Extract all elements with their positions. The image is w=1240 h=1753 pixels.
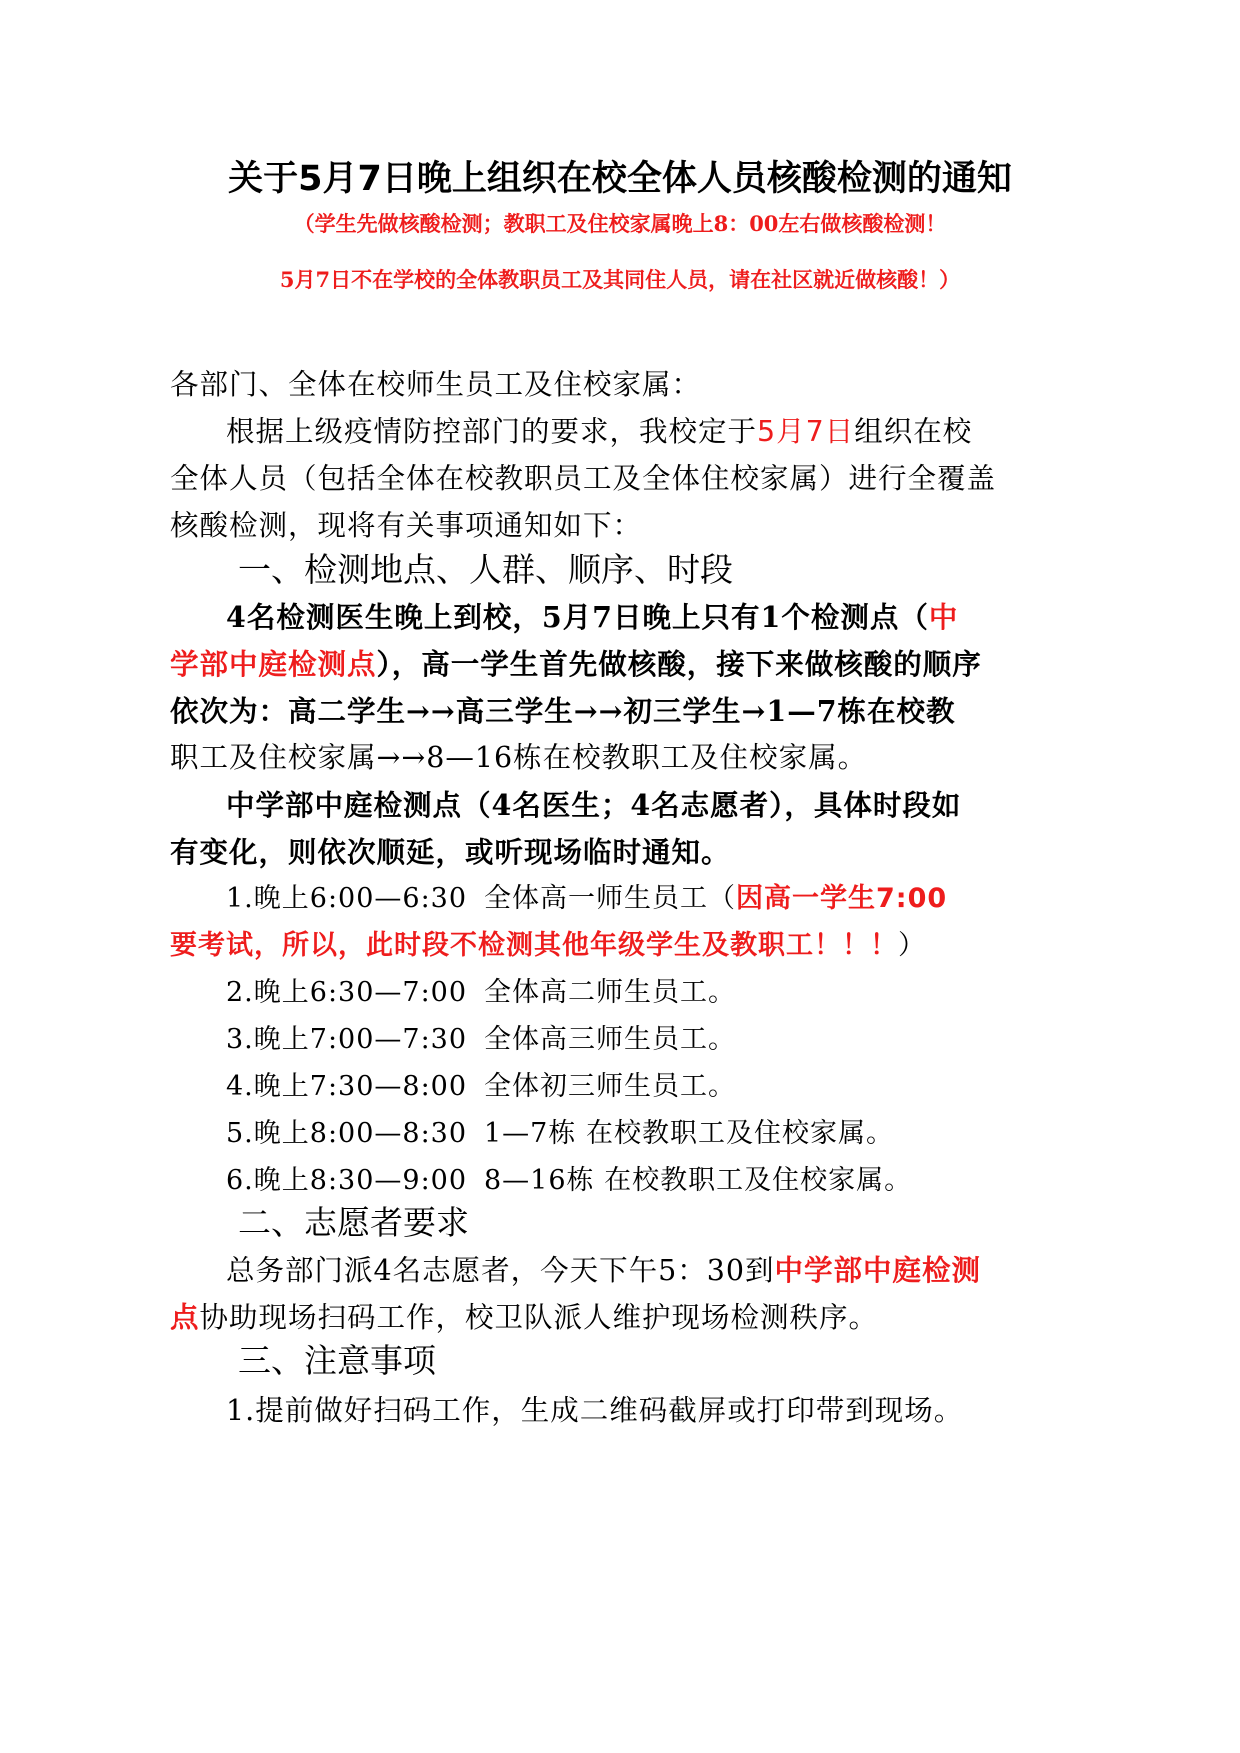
schedule-desc: 全体初三师生员工。 — [484, 1071, 736, 1102]
schedule-desc: 全体高二师生员工。 — [484, 977, 736, 1008]
schedule-time: 5.晚上8:00—8:30 — [226, 1118, 468, 1149]
schedule-desc: ） — [898, 930, 926, 961]
para-text: 协助现场扫码工作，校卫队派人维护现场检测秩序。 — [199, 1301, 879, 1334]
intro-line-3: 核酸检测，现将有关事项通知如下： — [170, 509, 643, 542]
schedule-time: 1.晚上6:00—6:30 — [226, 883, 468, 914]
schedule-item-6 — [226, 1160, 912, 1202]
salutation: 各部门、全体在校师生员工及住校家属： — [170, 368, 702, 401]
schedule-item-1-continued — [170, 925, 926, 967]
para-text: 总务部门派4名志愿者，今天下午5：30到 — [226, 1254, 775, 1287]
schedule-time: 6.晚上8:30—9:00 — [226, 1165, 468, 1196]
intro-date: 5月7日 — [757, 415, 855, 448]
schedule-time: 2.晚上6:30—7:00 — [226, 977, 468, 1008]
intro-line-2: 全体人员（包括全体在校教职员工及全体住校家属）进行全覆盖 — [170, 462, 997, 495]
section-1-para-1-line-1 — [226, 596, 958, 639]
schedule-desc: 1—7栋 在校教职工及住校家属。 — [484, 1118, 894, 1149]
section-1-heading: 一、检测地点、人群、顺序、时段 — [238, 550, 733, 589]
page-title: 关于5月7日晚上组织在校全体人员核酸检测的通知 — [228, 159, 1012, 199]
test-site-highlight: 学部中庭检测点 — [170, 648, 377, 681]
subtitle-line-1: （学生先做核酸检测；教职工及住校家属晚上8：00左右做核酸检测！ — [293, 211, 947, 236]
intro-text: 组织在校 — [854, 415, 973, 448]
intro-line-1 — [226, 411, 972, 453]
section-3-item-1: 1.提前做好扫码工作，生成二维码截屏或打印带到现场。 — [226, 1394, 964, 1427]
para-text: ），高一学生首先做核酸，接下来做核酸的顺序 — [376, 647, 982, 681]
schedule-item-2 — [226, 972, 736, 1014]
schedule-item-5 — [226, 1113, 894, 1155]
schedule-time: 3.晚上7:00—7:30 — [226, 1024, 468, 1055]
para-text: 4名检测医生晚上到校，5月7日晚上只有1个检测点（ — [226, 600, 929, 634]
schedule-warning: 因高一学生7:00 — [736, 883, 948, 914]
section-1-para-1-line-2 — [170, 643, 982, 686]
section-2-heading: 二、志愿者要求 — [238, 1203, 469, 1242]
schedule-desc: 全体高三师生员工。 — [484, 1024, 736, 1055]
section-2-line-1 — [226, 1250, 981, 1292]
section-2-line-2 — [170, 1297, 878, 1339]
schedule-desc: 8—16栋 在校教职工及住校家属。 — [484, 1165, 913, 1196]
schedule-desc: 全体高一师生员工（ — [484, 883, 736, 914]
section-1-para-2-line-1: 中学部中庭检测点（4名医生；4名志愿者），具体时段如 — [226, 788, 962, 822]
schedule-item-3 — [226, 1019, 736, 1061]
section-3-heading: 三、注意事项 — [238, 1341, 436, 1380]
test-site-highlight: 中 — [928, 601, 959, 634]
intro-text: 根据上级疫情防控部门的要求，我校定于 — [226, 415, 758, 448]
section-1-para-2-line-2: 有变化，则依次顺延，或听现场临时通知。 — [170, 835, 731, 869]
section-1-para-1-line-3: 依次为：高二学生→→高三学生→→初三学生→1—7栋在校教 — [170, 694, 956, 728]
subtitle-line-2: 5月7日不在学校的全体教职员工及其同住人员，请在社区就近做核酸！） — [279, 267, 961, 292]
schedule-item-4 — [226, 1066, 736, 1108]
schedule-warning: 要考试，所以，此时段不检测其他年级学生及教职工！！！ — [170, 930, 898, 961]
test-site-highlight: 中学部中庭检测 — [774, 1254, 982, 1287]
test-site-highlight: 点 — [170, 1301, 200, 1334]
schedule-time: 4.晚上7:30—8:00 — [226, 1071, 468, 1102]
schedule-item-1 — [226, 878, 947, 920]
section-1-para-1-line-4: 职工及住校家属→→8—16栋在校教职工及住校家属。 — [170, 741, 868, 774]
